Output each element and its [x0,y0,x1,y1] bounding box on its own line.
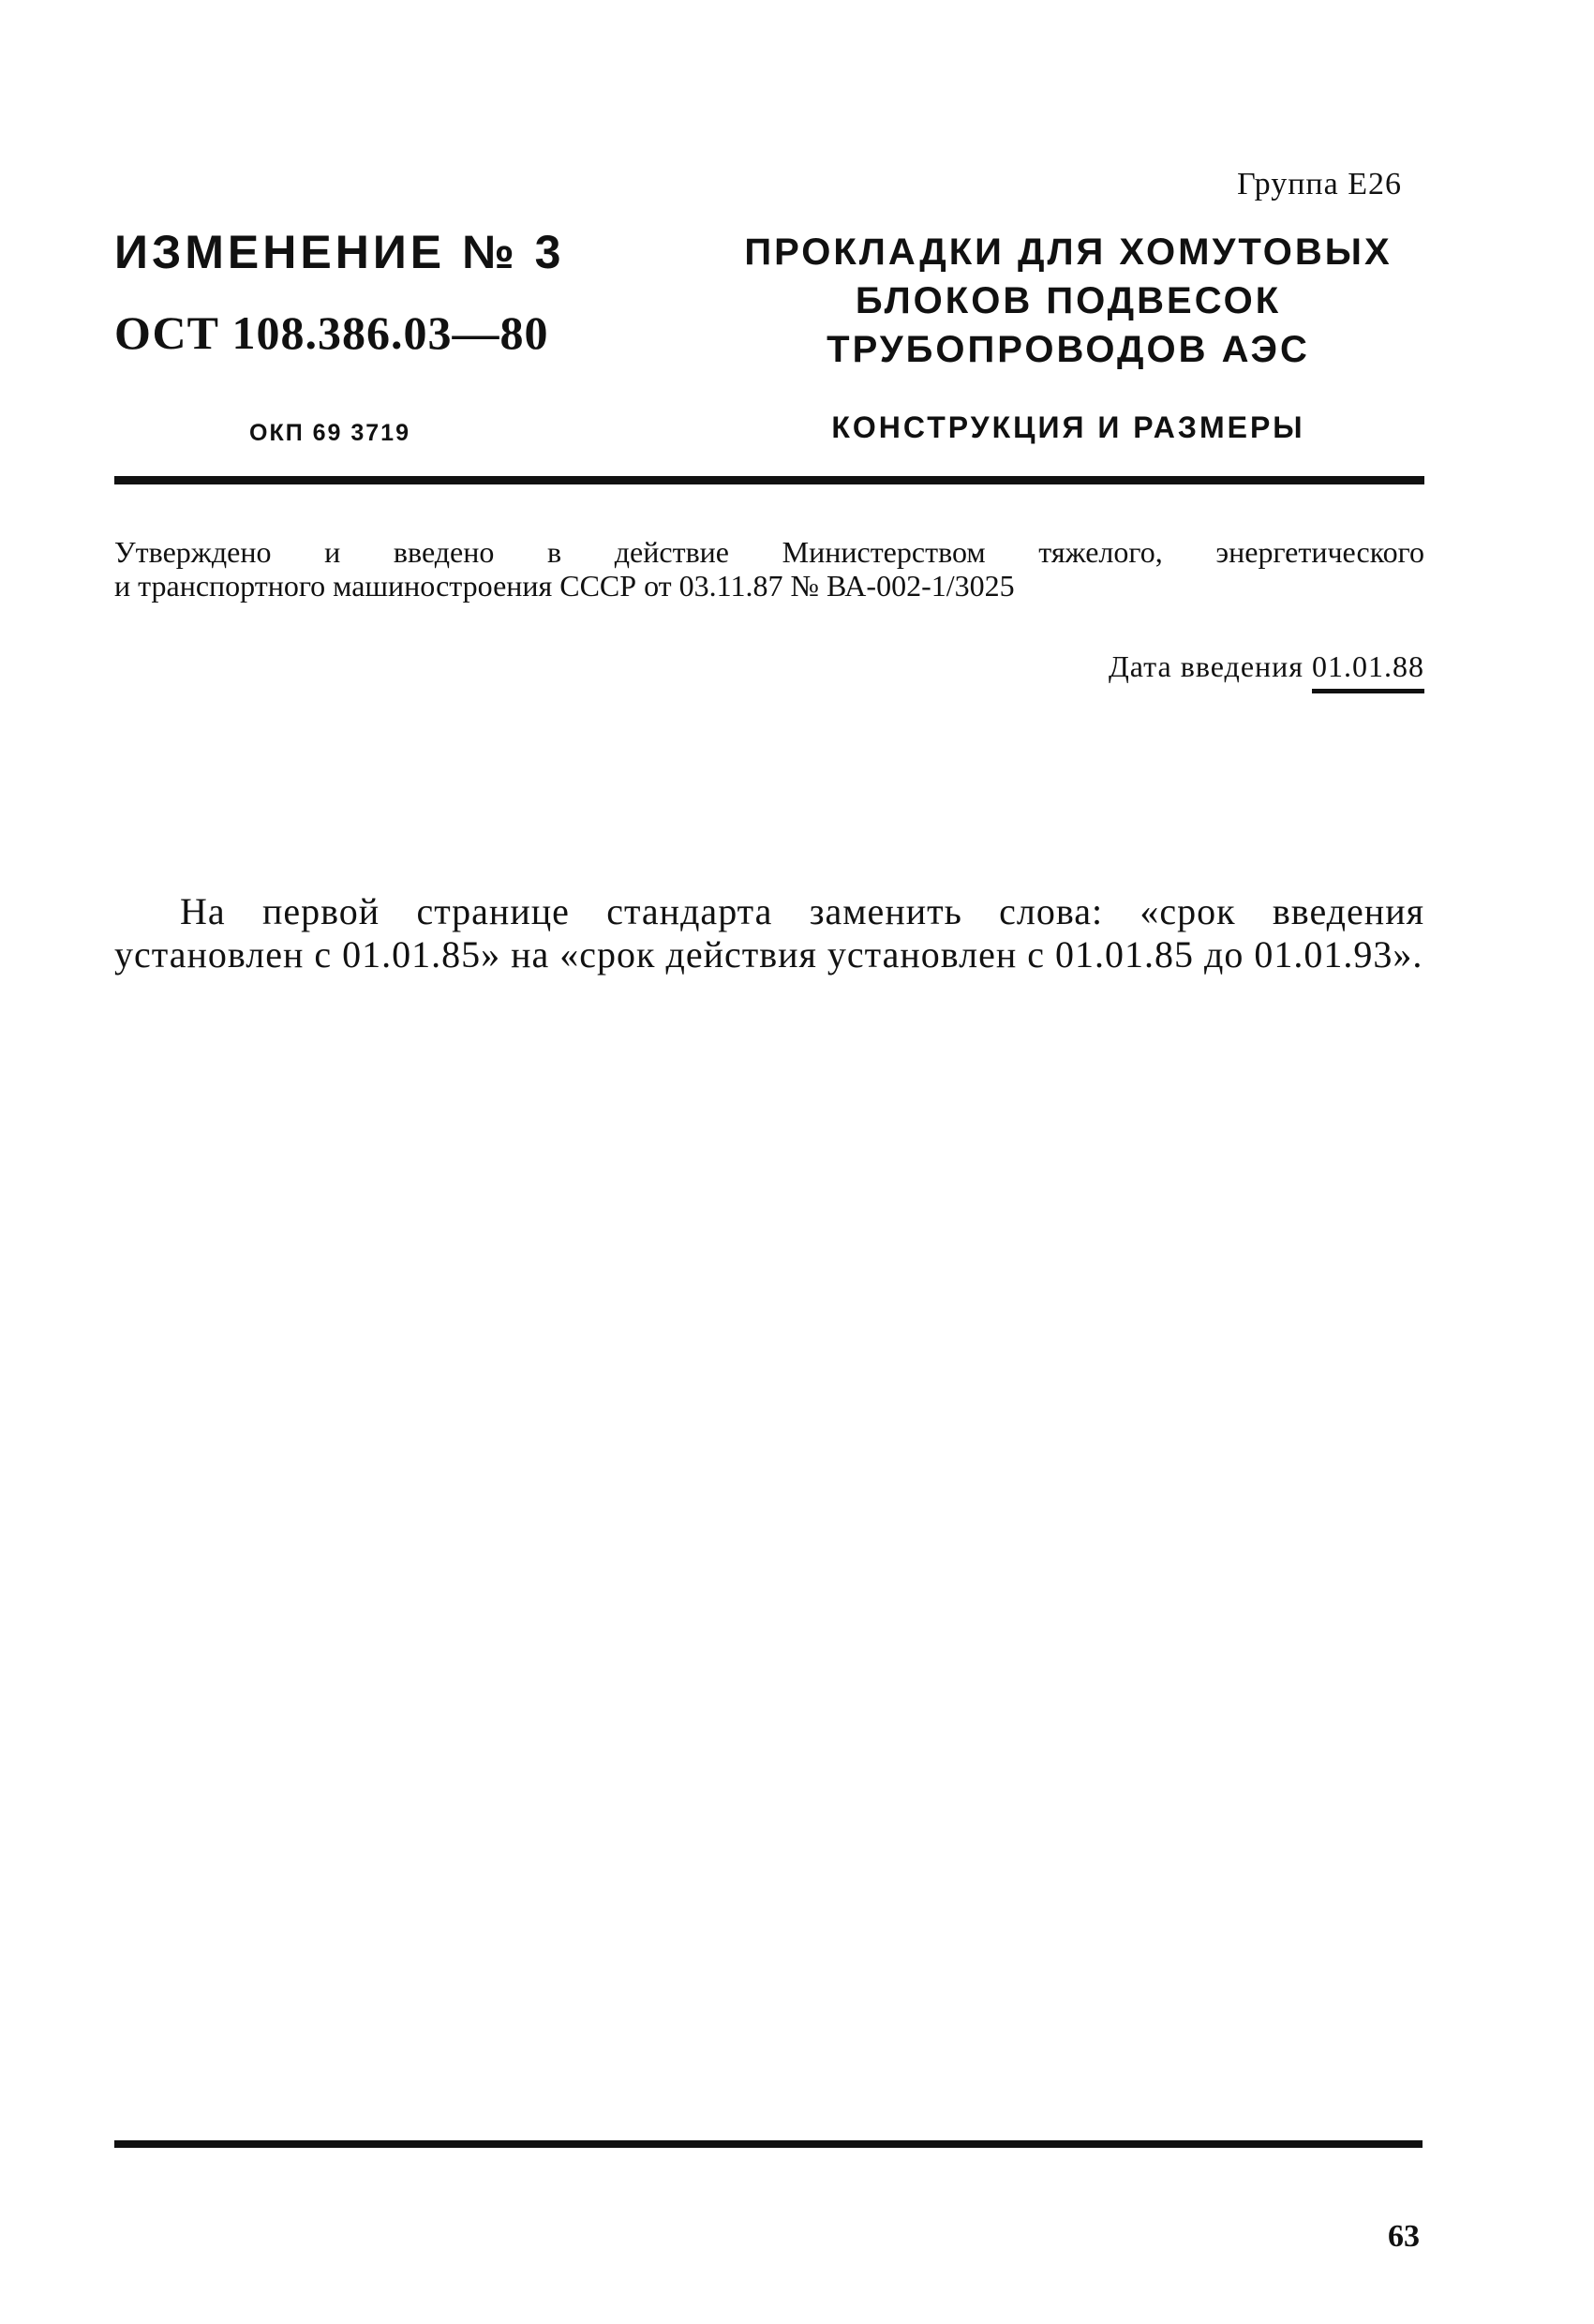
header-divider [114,476,1424,484]
document-title [703,228,1434,374]
approval-line: и транспортного машиностроения СССР от 03.11.87 № ВА-002-1/3025 [114,569,1015,603]
introduction-date [1109,649,1424,684]
standard-number: ОСТ 108.386.03—80 [114,306,549,359]
change-text: На первой странице стандарта заменить слова: «срок введения установлен с 01.01.85» на «срок действия установлен с 01.01.85 до 01.01.93». [114,890,1424,976]
document-subtitle: КОНСТРУКЦИЯ И РАЗМЕРЫ [831,410,1305,444]
introduction-date-value: 01.01.88 [1312,649,1424,683]
page-number: 63 [1388,2219,1420,2254]
okp-code: ОКП 69 3719 [249,420,410,446]
introduction-date-label: Дата введения [1108,649,1304,683]
approval-statement [114,535,1424,603]
approval-line: Утверждено и введено в действие Министерством тяжелого, энергетического [114,535,1424,569]
change-title: ИЗМЕНЕНИЕ № 3 [114,226,565,278]
title-line: ПРОКЛАДКИ ДЛЯ ХОМУТОВЫХ [744,231,1393,273]
title-line: ТРУБОПРОВОДОВ АЭС [827,329,1310,370]
title-line: БЛОКОВ ПОДВЕСОК [855,280,1282,321]
group-code: Группа Е26 [1237,167,1402,201]
footer-divider [114,2140,1423,2148]
